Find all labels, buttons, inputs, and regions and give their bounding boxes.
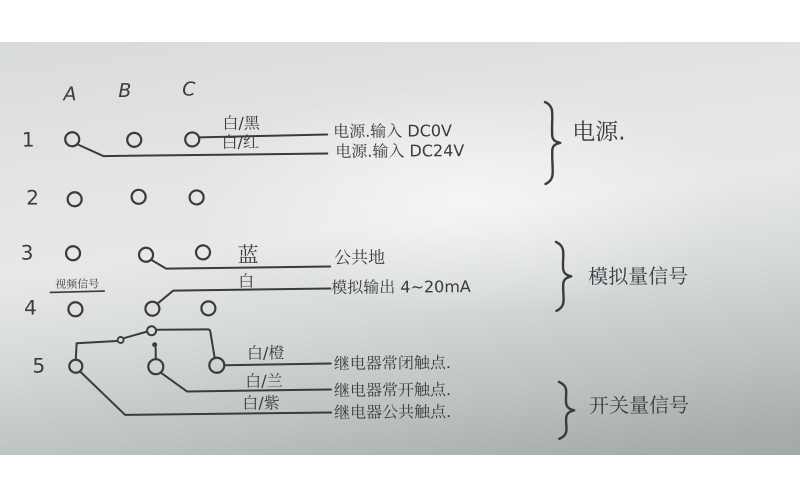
relay-switch-arm	[76, 326, 215, 359]
wire-function-label: 电源.输入 DC24V	[335, 141, 465, 161]
switch-group	[81, 340, 690, 442]
column-header-c: C	[182, 78, 196, 101]
wire-line	[77, 143, 327, 157]
group-label: 电源.	[572, 119, 626, 146]
wire-line	[225, 363, 331, 365]
wire-color-label: 白/黑	[222, 113, 260, 133]
terminal-circle	[209, 358, 224, 373]
terminal-circle	[68, 302, 82, 316]
terminal-row-5	[69, 358, 224, 375]
no-contact-dot	[152, 342, 157, 347]
switch-arm-line	[125, 332, 147, 338]
wire-color-label: 白/红	[221, 132, 260, 152]
terminal-circle	[127, 133, 141, 147]
row-number-2: 2	[26, 185, 40, 210]
video-signal-note: 视频信号	[55, 277, 100, 291]
analog-group	[50, 240, 688, 314]
group-label: 模拟量信号	[588, 263, 689, 289]
row-number-5: 5	[32, 353, 46, 378]
terminal-circle	[185, 132, 199, 146]
terminal-circle	[69, 360, 82, 373]
wire-function-label: 继电器常开触点.	[333, 380, 452, 400]
wire-function-label: 继电器公共触点.	[334, 402, 452, 422]
row-number-1: 1	[21, 127, 35, 152]
wire-color-label: 白/橙	[246, 343, 285, 363]
terminal-row-1	[65, 131, 199, 147]
row-number-4: 4	[23, 295, 37, 320]
terminal-row-3	[66, 245, 210, 262]
brace	[545, 102, 561, 184]
group-label: 开关量信号	[589, 392, 690, 418]
terminal-circle	[190, 190, 204, 204]
note-underline	[50, 291, 104, 292]
terminal-row-4	[68, 301, 215, 316]
wire-function-label: 继电器常闭触点.	[333, 353, 451, 373]
terminal-circle	[201, 301, 215, 315]
terminal-circle	[68, 192, 82, 206]
switch-arm-line	[157, 329, 215, 358]
wiring-diagram	[0, 39, 800, 458]
terminal-circle	[132, 190, 146, 204]
column-header-b: B	[118, 79, 132, 102]
terminal-circle	[66, 246, 80, 260]
row-number-3: 3	[20, 240, 34, 265]
wire-color-label: 白/兰	[245, 371, 283, 391]
row-numbers	[20, 127, 45, 377]
wire-function-label: 电源.输入 DC0V	[333, 121, 453, 141]
wire-color-label: 白	[238, 271, 255, 291]
terminal-circle	[196, 245, 210, 259]
brace	[559, 382, 574, 439]
wire-line	[81, 370, 331, 415]
wire-function-label: 公共地	[333, 248, 386, 269]
switch-arm-line	[76, 341, 117, 359]
column-headers	[61, 78, 196, 105]
wire-function-label: 模拟输出 4~20mA	[331, 277, 471, 297]
wire-color-label: 白/紫	[242, 393, 280, 413]
terminal-row-2	[68, 189, 204, 206]
power-group	[77, 101, 626, 187]
wire-color-label: 蓝	[237, 242, 259, 268]
brace	[556, 242, 571, 311]
switch-contact-circle	[118, 337, 124, 343]
whiteboard-photo	[0, 42, 800, 455]
wire-line	[157, 288, 330, 303]
wire-line	[199, 135, 327, 138]
column-header-a: A	[63, 83, 77, 106]
switch-pivot-circle	[147, 326, 156, 335]
